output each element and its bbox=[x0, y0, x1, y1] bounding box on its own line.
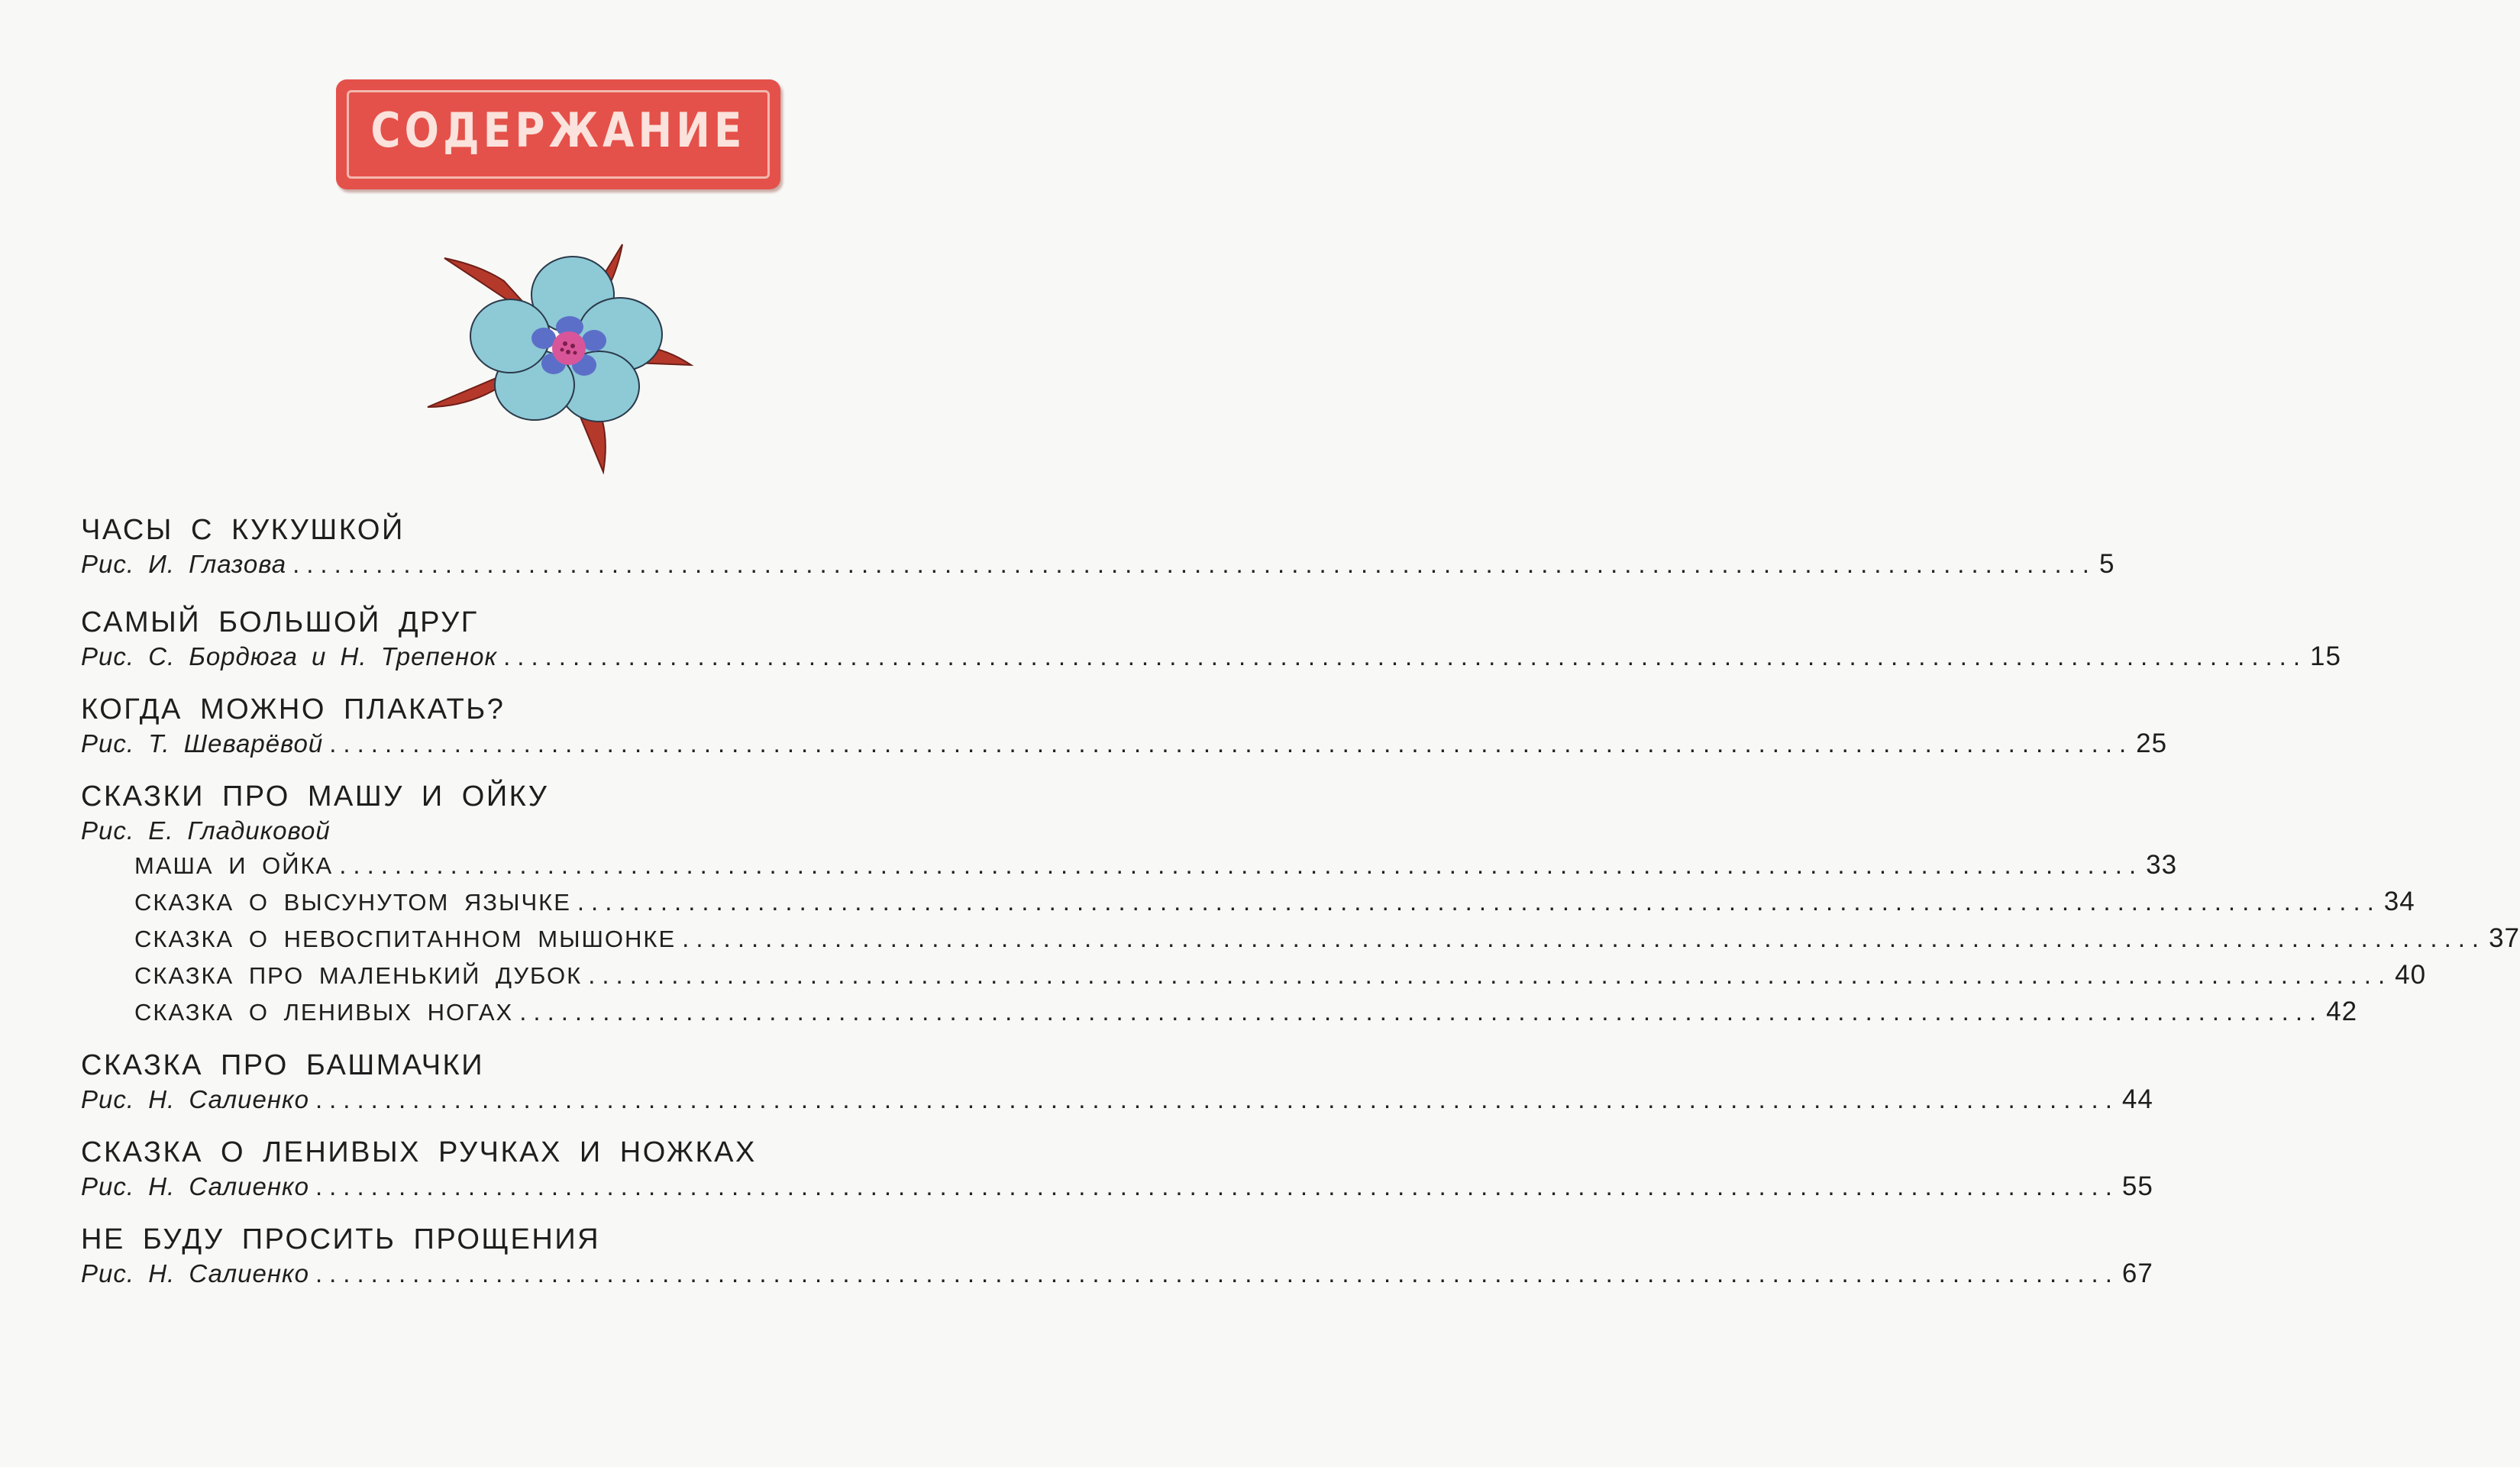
toc-entry[interactable] bbox=[81, 691, 2168, 760]
toc-entry[interactable] bbox=[81, 1047, 2153, 1116]
toc-entry-author: Рис. Н. Салиенко bbox=[81, 1172, 309, 1200]
toc-entry-page: 55 bbox=[2121, 1171, 2153, 1201]
toc-subentry[interactable] bbox=[81, 920, 2520, 957]
table-of-contents bbox=[81, 512, 2520, 1290]
toc-subentry-page: 42 bbox=[2326, 997, 2358, 1026]
toc-entry-title: НЕ БУДУ ПРОСИТЬ ПРОЩЕНИЯ bbox=[81, 1223, 601, 1255]
toc-entry-title: СКАЗКА ПРО БАШМАЧКИ bbox=[81, 1049, 485, 1081]
dot-leader: .................................................................................................................................. bbox=[577, 887, 2381, 916]
dot-leader: .................................................................................................................................. bbox=[503, 642, 2308, 670]
toc-entry-page: 67 bbox=[2121, 1259, 2153, 1288]
dot-leader: .................................................................................................................................. bbox=[682, 924, 2486, 952]
toc-entry-title: ЧАСЫ С КУКУШКОЙ bbox=[81, 514, 405, 546]
toc-subentry-title: СКАЗКА О ЛЕНИВЫХ НОГАХ bbox=[134, 999, 514, 1026]
toc-subentry-title: СКАЗКА О НЕВОСПИТАННОМ МЫШОНКЕ bbox=[134, 926, 677, 952]
toc-entry[interactable] bbox=[81, 604, 2341, 673]
toc-subentry-title: СКАЗКА ПРО МАЛЕНЬКИЙ ДУБОК bbox=[134, 962, 583, 989]
flower-illustration bbox=[428, 243, 695, 480]
toc-entry-author: Рис. Е. Гладиковой bbox=[81, 816, 331, 845]
dot-leader: .................................................................................................................................. bbox=[519, 997, 2324, 1026]
toc-subentry-page: 33 bbox=[2146, 850, 2178, 880]
dot-leader: .................................................................................................................................. bbox=[329, 729, 2134, 758]
toc-subentry[interactable] bbox=[81, 957, 2427, 994]
dot-leader: .................................................................................................................................. bbox=[292, 550, 2096, 578]
toc-entry-title: САМЫЙ БОЛЬШОЙ ДРУГ bbox=[81, 606, 479, 638]
dot-leader: .................................................................................................................................. bbox=[315, 1085, 2119, 1113]
toc-entry-author: Рис. Н. Салиенко bbox=[81, 1085, 309, 1113]
toc-entry-author: Рис. Т. Шеварёвой bbox=[81, 729, 324, 758]
toc-subentry[interactable] bbox=[81, 994, 2358, 1030]
toc-entry-title: КОГДА МОЖНО ПЛАКАТЬ? bbox=[81, 693, 506, 725]
toc-entry-title: СКАЗКА О ЛЕНИВЫХ РУЧКАХ И НОЖКАХ bbox=[81, 1136, 757, 1168]
toc-entry-page: 15 bbox=[2310, 641, 2341, 671]
title-plate bbox=[336, 79, 780, 189]
toc-subentry[interactable] bbox=[81, 847, 2178, 884]
toc-entry[interactable] bbox=[81, 1221, 2153, 1290]
toc-entry[interactable] bbox=[81, 1134, 2153, 1203]
dot-leader: .................................................................................................................................. bbox=[315, 1259, 2119, 1288]
toc-subentry-page: 40 bbox=[2395, 960, 2427, 990]
toc-entry-title: СКАЗКИ ПРО МАШУ И ОЙКУ bbox=[81, 780, 549, 813]
toc-entry-author: Рис. И. Глазова bbox=[81, 550, 287, 578]
toc-subentry-title: СКАЗКА О ВЫСУНУТОМ ЯЗЫЧКЕ bbox=[134, 889, 571, 916]
toc-entry[interactable] bbox=[81, 512, 2115, 580]
toc-entry-page: 25 bbox=[2136, 729, 2168, 758]
toc-subentry-title: МАША И ОЙКА bbox=[134, 852, 334, 879]
toc-subentry[interactable] bbox=[81, 884, 2415, 920]
dot-leader: .................................................................................................................................. bbox=[315, 1172, 2119, 1200]
toc-subentry-page: 37 bbox=[2489, 923, 2520, 953]
toc-subentry-page: 34 bbox=[2383, 887, 2415, 916]
toc-entry-author: Рис. Н. Салиенко bbox=[81, 1259, 309, 1288]
toc-entry-page: 44 bbox=[2121, 1084, 2153, 1114]
toc-entry-page: 5 bbox=[2098, 549, 2115, 579]
dot-leader: .................................................................................................................................. bbox=[588, 961, 2392, 989]
page-title: СОДЕРЖАНИЕ bbox=[370, 102, 746, 158]
dot-leader: .................................................................................................................................. bbox=[339, 851, 2144, 879]
toc-entry[interactable] bbox=[81, 778, 2520, 1030]
toc-entry-author: Рис. С. Бордюга и Н. Трепенок bbox=[81, 642, 498, 670]
